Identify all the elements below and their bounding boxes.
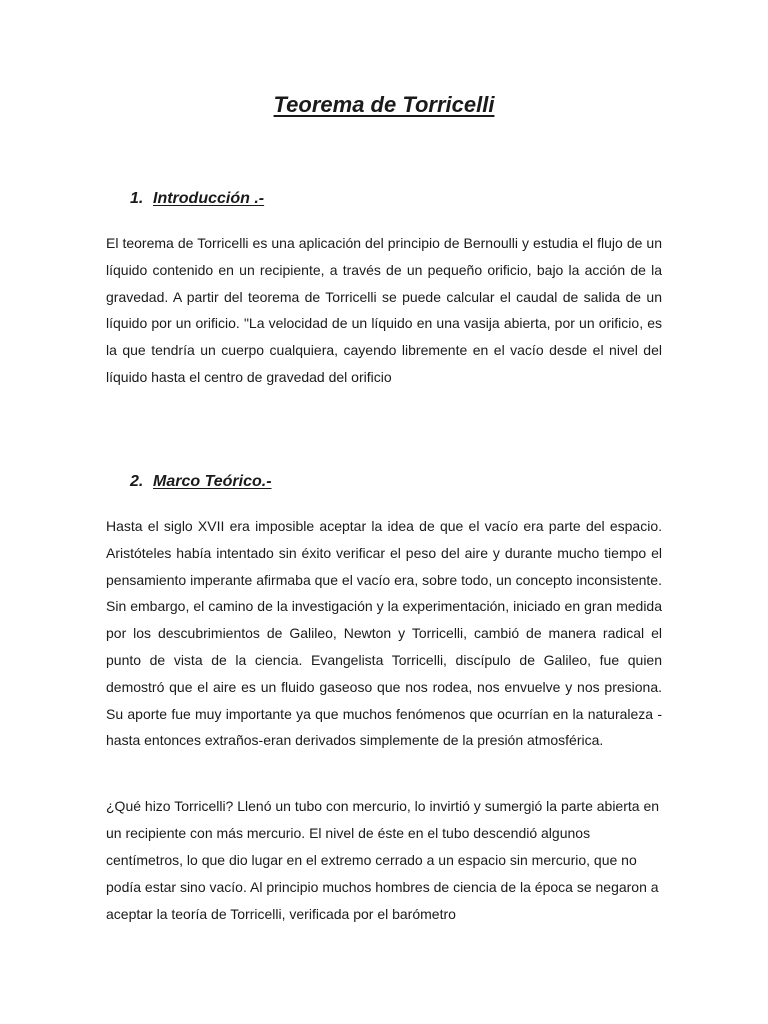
section-number: 2. [130,473,144,490]
section-heading-label: Introducción .- [153,190,265,207]
intro-paragraph: El teorema de Torricelli es una aplicación del principio de Bernoulli y estudia el flujo de un líquido contenido en un recipiente, a través de un pequeño orificio, bajo la acción de la gravedad. A partir del teorema de Torricelli se puede calcular el caudal de salida de un líquido por un orificio. "La velocidad de un líquido en una vasija abierta, por un orificio, es la que tendría un cuerpo cualquiera, cayendo libremente en el vacío desde el nivel del líquido hasta el centro de gravedad del orificio [106,235,662,385]
section-heading-label: Marco Teórico.- [153,473,272,490]
document-title: Teorema de Torricelli [273,92,495,117]
marco-teorico-paragraph-2: ¿Qué hizo Torricelli? Llenó un tubo con mercurio, lo invirtió y sumergió la parte abierta en un recipiente con más mercurio. El nivel de éste en el tubo descendió algunos centímetros, lo que dio lugar en el extremo cerrado a un espacio sin mercurio, que no podía estar sino vacío. Al principio muchos hombres de ciencia de la época se negaron a aceptar la teoría de Torricelli, verificada por el barómetro [106,798,660,922]
section-heading-introduccion [130,190,264,208]
section-heading-marco-teorico [130,473,272,491]
section-number: 1. [130,190,144,207]
marco-teorico-paragraph-1: Hasta el siglo XVII era imposible aceptar la idea de que el vacío era parte del espacio. Aristóteles había intentado sin éxito verificar el peso del aire y durante mucho tiempo el pensamiento imperante afirmaba que el vacío era, sobre todo, un concepto inconsistente. Sin embargo, el camino de la investigación y la experimentación, iniciado en gran medida por los descubrimientos de Galileo, Newton y Torricelli, cambió de manera radical el punto de vista de la ciencia. Evangelista Torricelli, discípulo de Galileo, fue quien demostró que el aire es un fluido gaseoso que nos rodea, nos envuelve y nos presiona. Su aporte fue muy importante ya que muchos fenómenos que ocurrían en la naturaleza -hasta entonces extraños-eran derivados simplemente de la presión atmosférica. [106,518,662,749]
